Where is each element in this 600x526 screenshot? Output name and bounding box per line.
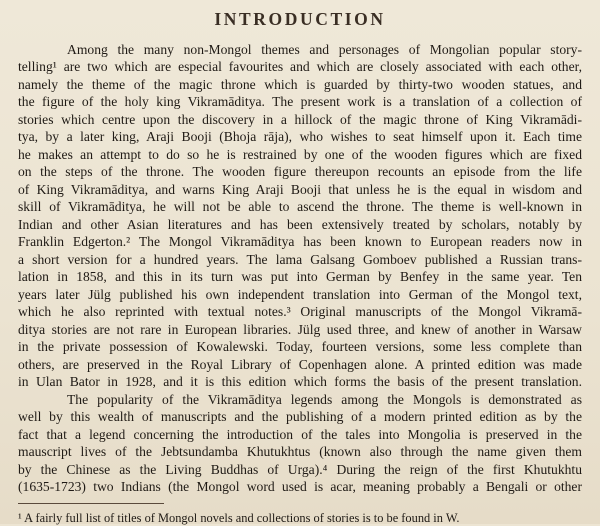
- text-line: in the private possession of Kowalewski. Today, fourteen versions, some less complete than: [18, 339, 582, 354]
- text-line: the figure of the holy king Vikramāditya. The present work is a translation of a collection of: [18, 94, 582, 109]
- text-line: telling¹ are two which are especial favourites and which are closely associated with each other,: [18, 59, 582, 74]
- text-line: which he also reprinted with textual notes.³ Original manuscripts of the Mongol Vikramā-: [18, 304, 582, 319]
- text-line: mauscript lives of the Jebtsundamba Khutukhtus (known also through the name given them: [18, 444, 582, 459]
- text-line: ditya stories are not rare in European libraries. Jülg used three, and knew of another in Warsaw: [18, 322, 582, 337]
- text-line: Franklin Edgerton.² The Mongol Vikramāditya has been known to European readers now in: [18, 234, 582, 249]
- text-line: Indian and other Asian literatures and has been extensively treated by scholars, notably by: [18, 217, 582, 232]
- text-line: he makes an attempt to do so he is restrained by one of the wooden figures which are fixed: [18, 147, 582, 162]
- text-line: of King Vikramāditya, and warns King Araji Booji that unless he is the equal in wisdom and: [18, 182, 582, 197]
- text-line: fact that a legend concerning the introduction of the tales into Mongolia is preserved in the: [18, 427, 582, 442]
- text-line: in Ulan Bator in 1928, and it is this edition which forms the basis of the present translation.: [18, 374, 582, 389]
- text-line: on the steps of the throne. The wooden figure thereupon recounts an episode from the life: [18, 164, 582, 179]
- footnote-divider: [18, 503, 164, 504]
- text-line: well by this wealth of manuscripts and the publishing of a modern printed edition as by the: [18, 409, 582, 424]
- text-line: namely the theme of the magic throne which is guarded by thirty-two wooden statues, and: [18, 77, 582, 92]
- chapter-heading: INTRODUCTION: [214, 9, 386, 29]
- text-line: stories which centre upon the discovery in a hillock of the magic throne of King Vikramādi-: [18, 112, 582, 127]
- text-line: (1635-1723) two Indians (the Mongol word used is acar, meaning probably a Bengali or other: [18, 479, 582, 494]
- footnote: ¹ A fairly full list of titles of Mongol novels and collections of stories is to be found in W.: [18, 511, 460, 525]
- text-line: Among the many non-Mongol themes and personages of Mongolian popular story-: [67, 42, 582, 57]
- text-line: tya, by a later king, Araji Booji (Bhoja rāja), who wishes to seat himself upon it. Each time: [18, 129, 582, 144]
- text-line: by the Chinese as the Living Buddhas of Urga).⁴ During the reign of the first Khutukhtu: [18, 462, 582, 477]
- text-line: lation in 1858, and this in its turn was put into German by Benfey in the same year. Ten: [18, 269, 582, 284]
- text-line: others, are preserved in the Royal Library of Copenhagen alone. A printed edition was made: [18, 357, 582, 372]
- text-line: years later Jülg published his own independent translation into German of the Mongol text,: [18, 287, 582, 302]
- text-line: skill of Vikramāditya, he will not be able to ascend the throne. The theme is well-known in: [18, 199, 582, 214]
- text-line: a short version for a hundred years. The lama Galsang Gomboev published a Russian trans-: [18, 252, 582, 267]
- text-line: The popularity of the Vikramāditya legends among the Mongols is demonstrated as: [67, 392, 582, 407]
